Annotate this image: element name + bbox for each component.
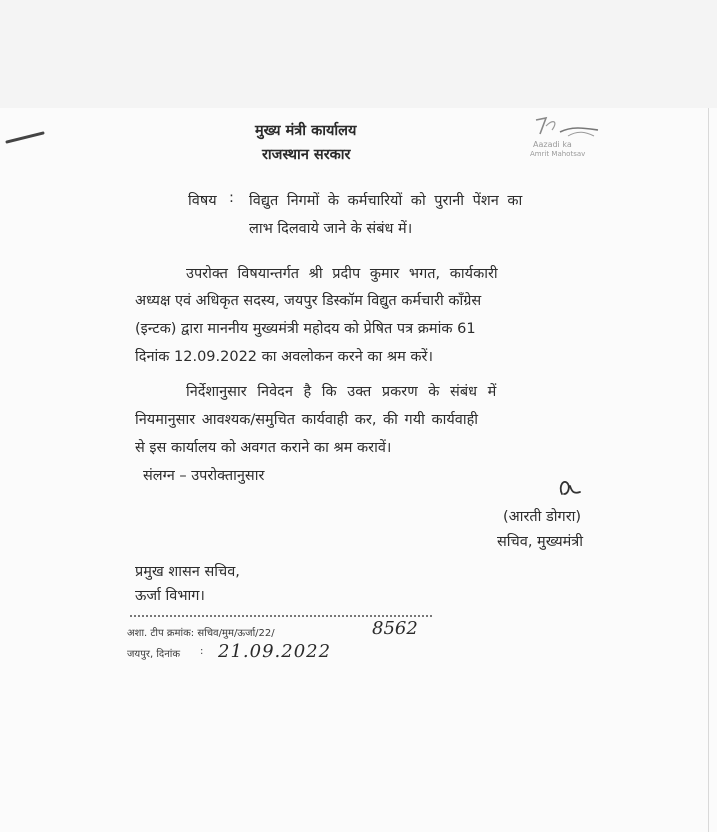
enclosure-note: संलग्न – उपरोक्तानुसार: [143, 468, 265, 484]
page-edge: [708, 108, 709, 832]
app-top-bar: [0, 0, 717, 108]
reference-date-label: जयपुर, दिनांक: [127, 649, 181, 660]
body-line: दिनांक 12.09.2022 का अवलोकन करने का श्रम करें।: [135, 349, 433, 365]
subject-colon: :: [229, 190, 234, 206]
logo-text: Amrit Mahotsav: [530, 150, 586, 158]
letter-page: [0, 108, 717, 832]
reference-number-label: अशा. टीप क्रमांक: सचिव/मुम/ऊर्जा/22/: [127, 628, 275, 639]
office-subtitle: राजस्थान सरकार: [262, 147, 351, 163]
reference-date-colon: :: [200, 646, 204, 657]
subject-label: विषय: [188, 193, 217, 209]
recipient-line: ऊर्जा विभाग।: [135, 588, 205, 604]
body-line: (इन्टक) द्वारा माननीय मुख्यमंत्री महोदय को प्रेषित पत्र क्रमांक 61: [135, 321, 476, 337]
body-line: निर्देशानुसार निवेदन है कि उक्त प्रकरण के संबंध में: [186, 384, 497, 400]
reference-number-handwritten: 8562: [372, 618, 418, 639]
dotted-divider: [130, 615, 432, 617]
body-line: उपरोक्त विषयान्तर्गत श्री प्रदीप कुमार भगत, कार्यकारी: [186, 266, 498, 282]
subject-line: विद्युत निगमों के कर्मचारियों को पुरानी पेंशन का: [249, 193, 523, 209]
signatory-title: सचिव, मुख्यमंत्री: [497, 534, 584, 550]
signatory-name: (आरती डोगरा): [503, 509, 582, 525]
reference-date-handwritten: 21.09.2022: [218, 641, 332, 662]
office-title: मुख्य मंत्री कार्यालय: [255, 123, 357, 139]
subject-line: लाभ दिलवाये जाने के संबंध में।: [249, 221, 413, 237]
recipient-line: प्रमुख शासन सचिव,: [135, 564, 240, 580]
logo-text: Aazadi ka: [533, 140, 572, 149]
handwritten-signature: [556, 472, 582, 500]
body-line: नियमानुसार आवश्यक/समुचित कार्यवाही कर, की गयी कार्यवाही: [135, 412, 479, 428]
body-line: से इस कार्यालय को अवगत कराने का श्रम करावें।: [135, 440, 392, 456]
body-line: अध्यक्ष एवं अधिकृत सदस्य, जयपुर डिस्कॉम विद्युत कर्मचारी कॉंग्रेस: [135, 293, 482, 309]
